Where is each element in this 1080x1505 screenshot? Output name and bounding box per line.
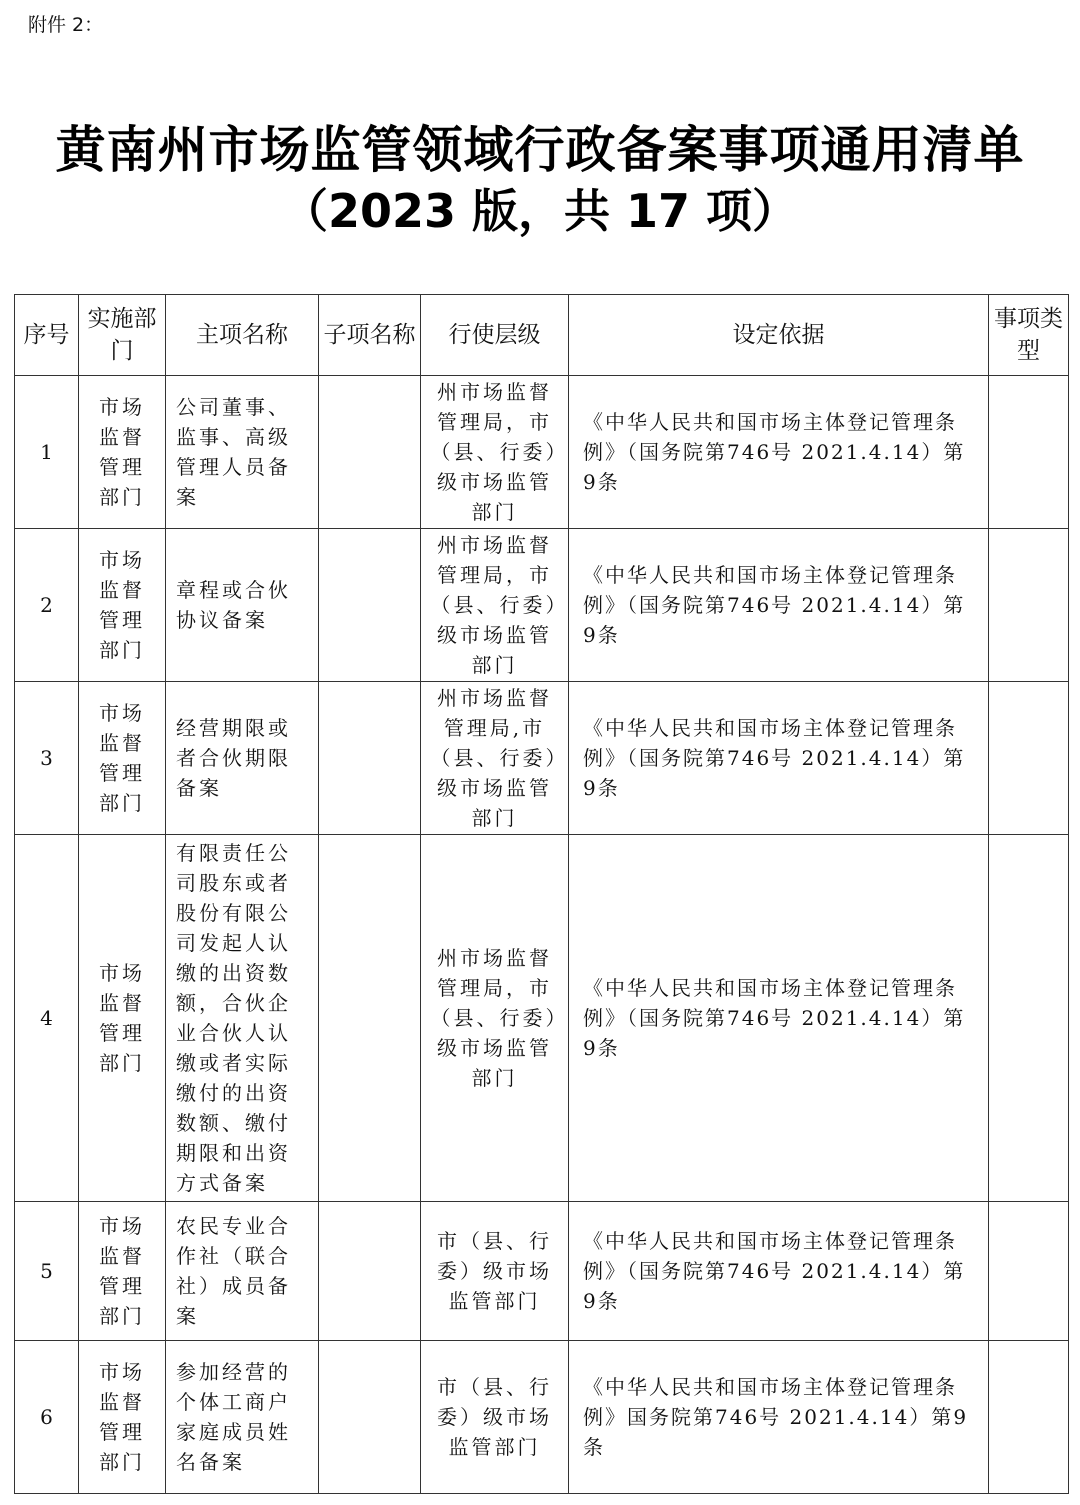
cell-level: 市（县、行委）级市场监管部门 <box>421 1341 569 1494</box>
cell-seq: 5 <box>15 1202 79 1341</box>
table-row <box>15 529 1069 682</box>
item-list-table <box>14 294 1069 1494</box>
cell-seq: 3 <box>15 682 79 835</box>
page-title: 黄南州市场监管领域行政备案事项通用清单 <box>55 121 1025 179</box>
page-subtitle: （2023 版，共 17 项） <box>281 184 799 238</box>
cell-type <box>989 529 1069 682</box>
cell-seq: 2 <box>15 529 79 682</box>
cell-level: 州市场监督管理局，市（县、行委）级市场监管部门 <box>421 529 569 682</box>
header-sub-item: 子项名称 <box>319 295 421 376</box>
table-header-row <box>15 295 1069 376</box>
cell-seq: 4 <box>15 835 79 1202</box>
table-row <box>15 1341 1069 1494</box>
cell-dept: 市场监督管理部门 <box>79 682 166 835</box>
cell-main-item: 经营期限或者合伙期限备案 <box>166 682 319 835</box>
table-row <box>15 376 1069 529</box>
cell-sub-item <box>319 376 421 529</box>
cell-sub-item <box>319 682 421 835</box>
cell-type <box>989 1341 1069 1494</box>
header-basis: 设定依据 <box>569 295 989 376</box>
cell-dept: 市场监督管理部门 <box>79 1202 166 1341</box>
cell-seq: 6 <box>15 1341 79 1494</box>
cell-level: 市（县、行委）级市场监管部门 <box>421 1202 569 1341</box>
header-main-item: 主项名称 <box>166 295 319 376</box>
header-dept: 实施部门 <box>79 295 166 376</box>
header-level: 行使层级 <box>421 295 569 376</box>
cell-type <box>989 835 1069 1202</box>
cell-sub-item <box>319 1202 421 1341</box>
table-row <box>15 835 1069 1202</box>
cell-basis: 《中华人民共和国市场主体登记管理条例》（国务院第746号 2021.4.14）第9条 <box>569 376 989 529</box>
cell-basis: 《中华人民共和国市场主体登记管理条例》（国务院第746号 2021.4.14）第9条 <box>569 529 989 682</box>
cell-sub-item <box>319 529 421 682</box>
cell-type <box>989 1202 1069 1341</box>
cell-dept: 市场监督管理部门 <box>79 1341 166 1494</box>
cell-basis: 《中华人民共和国市场主体登记管理条例》国务院第746号 2021.4.14）第9条 <box>569 1341 989 1494</box>
cell-dept: 市场监督管理部门 <box>79 376 166 529</box>
table-row <box>15 1202 1069 1341</box>
cell-seq: 1 <box>15 376 79 529</box>
cell-dept: 市场监督管理部门 <box>79 835 166 1202</box>
header-seq: 序号 <box>15 295 79 376</box>
cell-type <box>989 682 1069 835</box>
cell-main-item: 公司董事、监事、高级管理人员备案 <box>166 376 319 529</box>
cell-dept: 市场监督管理部门 <box>79 529 166 682</box>
cell-main-item: 有限责任公司股东或者股份有限公司发起人认缴的出资数额，合伙企业合伙人认缴或者实际缴付的出资数额、缴付期限和出资方式备案 <box>166 835 319 1202</box>
cell-sub-item <box>319 835 421 1202</box>
cell-level: 州市场监督管理局，市（县、行委）级市场监管部门 <box>421 376 569 529</box>
cell-type <box>989 376 1069 529</box>
table-row <box>15 682 1069 835</box>
cell-level: 州市场监督管理局,市（县、行委）级市场监管部门 <box>421 682 569 835</box>
cell-basis: 《中华人民共和国市场主体登记管理条例》（国务院第746号 2021.4.14）第9条 <box>569 682 989 835</box>
header-type: 事项类型 <box>989 295 1069 376</box>
cell-basis: 《中华人民共和国市场主体登记管理条例》（国务院第746号 2021.4.14）第9条 <box>569 1202 989 1341</box>
cell-main-item: 农民专业合作社（联合社）成员备案 <box>166 1202 319 1341</box>
cell-main-item: 章程或合伙协议备案 <box>166 529 319 682</box>
cell-sub-item <box>319 1341 421 1494</box>
cell-level: 州市场监督管理局，市（县、行委）级市场监管部门 <box>421 835 569 1202</box>
attachment-label: 附件 2： <box>28 14 104 36</box>
cell-basis: 《中华人民共和国市场主体登记管理条例》（国务院第746号 2021.4.14）第9条 <box>569 835 989 1202</box>
cell-main-item: 参加经营的个体工商户家庭成员姓名备案 <box>166 1341 319 1494</box>
